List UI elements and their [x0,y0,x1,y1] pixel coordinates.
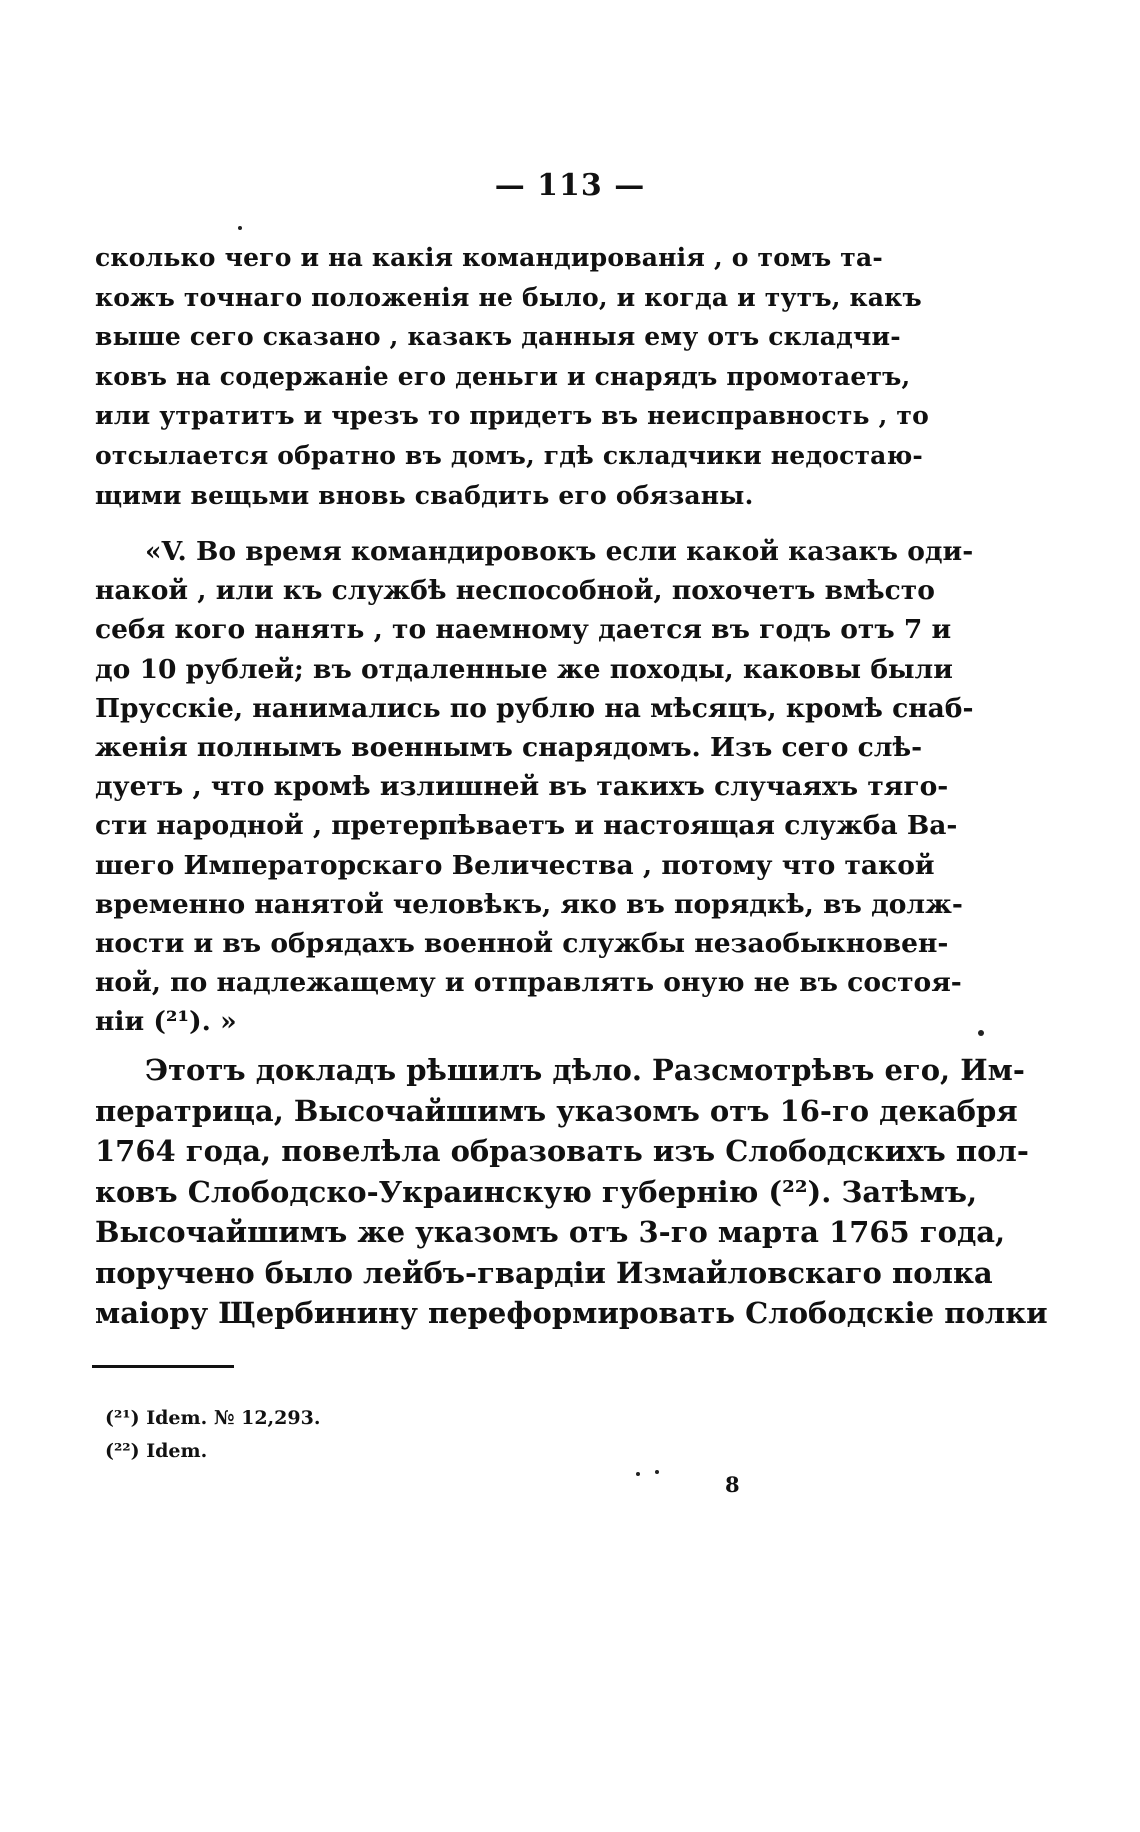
footnote-22: (²²) Idem. [105,1440,208,1462]
print-speck [655,1470,659,1474]
text-line: кожъ точнаго положенія не было, и когда и тутъ, какъ [95,282,922,312]
text-line: «V. Во время командировокъ если какой казакъ оди- [145,536,974,567]
text-line: Прусскіе, нанимались по рублю на мѣсяцъ, кромѣ снаб- [95,692,974,724]
text-line: маіору Щербинину переформировать Слободскіе полки [95,1296,1048,1330]
text-line: дуетъ , что кромѣ излишней въ такихъ случаяхъ тяго- [95,771,949,803]
text-line: до 10 рублей; въ отдаленные же походы, каковы были [95,653,953,685]
text-line: сколько чего и на какія командированія , о томъ та- [95,243,883,272]
text-line: поручено было лейбъ-гвардіи Измайловскаго полка [95,1255,993,1290]
quote-paragraph-1 [95,238,929,515]
print-speck [978,1030,984,1036]
text-line: шего Императорскаго Величества , потому что такой [95,849,935,881]
body-paragraph [95,1050,1048,1334]
text-line: ности и въ обрядахъ военной службы незаобыкновен- [95,928,949,960]
page-number: — 113 — [494,168,646,203]
text-line: Высочайшимъ же указомъ отъ 3-го марта 1765 года, [95,1215,1006,1249]
text-line: ніи (²¹). » [95,1006,237,1038]
text-line: женія полнымъ военнымъ снарядомъ. Изъ сего слѣ- [95,732,923,764]
text-line: накой , или къ службѣ неспособной, похочетъ вмѣсто [95,575,935,607]
print-speck [238,226,242,230]
text-line: ператрица, Высочайшимъ указомъ отъ 16-го декабря [95,1093,1018,1128]
footnote-21: (²¹) Idem. № 12,293. [105,1407,321,1429]
text-line: сти народной , претерпѣваетъ и настоящая служба Ва- [95,810,958,842]
footnotes [105,1402,320,1468]
text-line: Этотъ докладъ рѣшилъ дѣло. Разсмотрѣвъ его, Им- [145,1053,1025,1087]
text-line: выше сего сказано , казакъ данныя ему отъ складчи- [95,322,901,352]
printers-signature-mark: 8 [725,1472,740,1497]
print-speck [636,1472,640,1476]
text-line: 1764 года, повелѣла образовать изъ Слободскихъ пол- [95,1134,1029,1168]
text-line: ковъ на содержаніе его деньги и снарядъ промотаетъ, [95,361,911,391]
text-line: ковъ Слободско-Украинскую губернію (²²). Затѣмъ, [95,1174,978,1209]
text-line: ной, по надлежащему и отправлять оную не въ состоя- [95,967,962,999]
text-line: временно нанятой человѣкъ, яко въ порядкѣ, въ долж- [95,888,963,920]
text-line: отсылается обратно въ домъ, гдѣ складчики недостаю- [95,440,923,470]
quote-paragraph-2 [95,532,974,1042]
text-line: щими вещьми вновь свабдить его обязаны. [95,480,754,510]
text-line: или утратитъ и чрезъ то придетъ въ неисправность , то [95,401,929,431]
text-line: себя кого нанять , то наемному дается въ годъ отъ 7 и [95,614,952,646]
footnote-divider [92,1365,234,1368]
